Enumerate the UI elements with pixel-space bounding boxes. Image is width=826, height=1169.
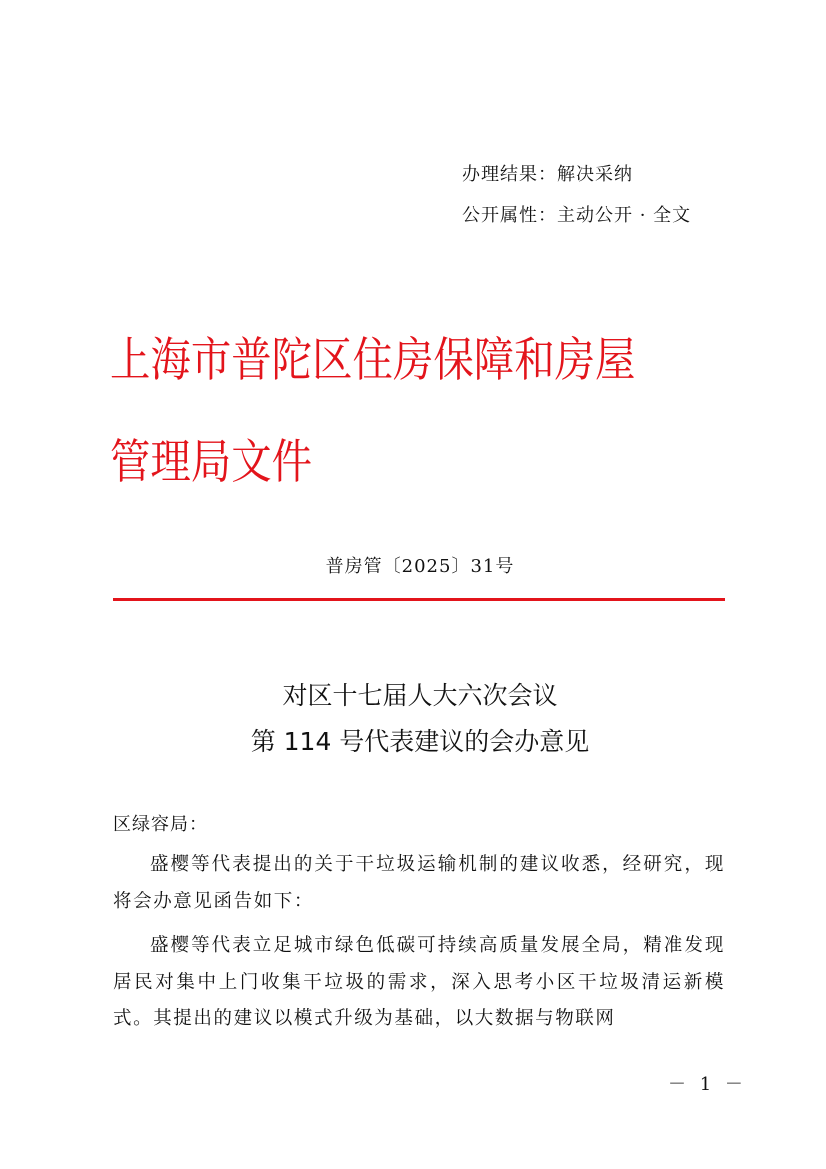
subject-title-line-2: 第 114 号代表建议的会办意见 <box>250 727 590 756</box>
page-number: － 1 － <box>668 1074 747 1095</box>
document-number: 普房管〔2025〕31号 <box>325 556 515 577</box>
handling-result: 办理结果：解决采纳 <box>462 164 633 185</box>
body-paragraph-1: 盛樱等代表提出的关于干垃圾运输机制的建议收悉，经研究，现将会办意见函告如下： <box>113 854 725 912</box>
red-divider-line <box>113 598 725 601</box>
body-paragraph-2: 盛樱等代表立足城市绿色低碳可持续高质量发展全局，精准发现居民对集中上门收集干垃圾的需求，深入思考小区干垃圾清运新模式。其提出的建议以模式升级为基础，以大数据与物联网 <box>113 935 725 1029</box>
issuing-authority-title: 上海市普陀区住房保障和房屋管理局文件 <box>110 333 636 490</box>
disclosure-attribute: 公开属性：主动公开 · 全文 <box>462 205 692 226</box>
subject-title-line-1: 对区十七届人大六次会议 <box>282 681 558 710</box>
addressee: 区绿容局： <box>113 814 208 835</box>
